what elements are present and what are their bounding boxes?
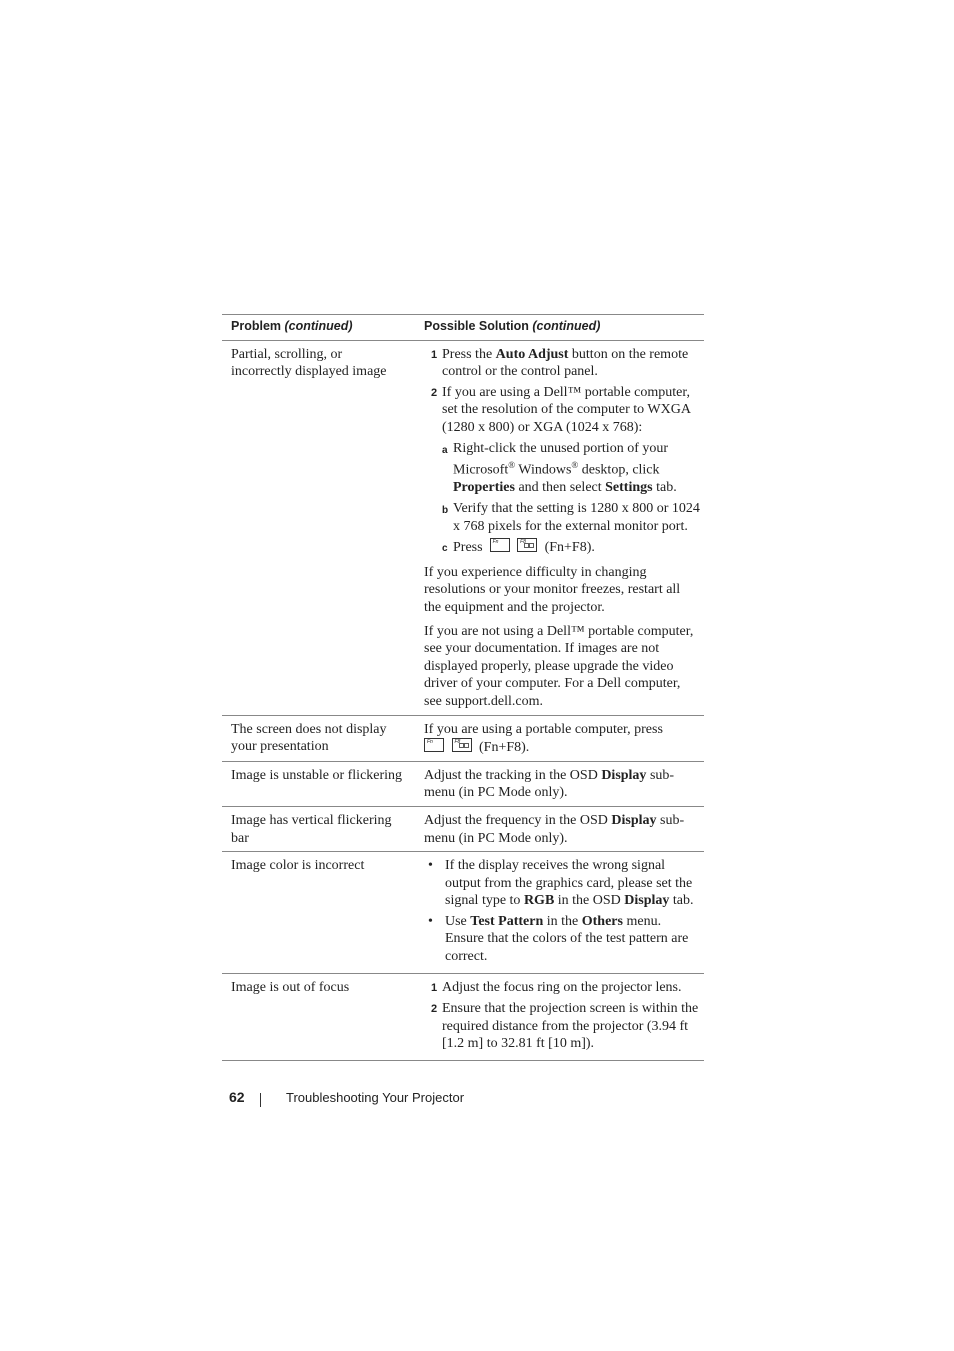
step-text: If you are using a Dell™ portable computer, set the resolution of the computer to WXGA (1280 x 800) or XGA (1024 x 768): — [442, 384, 691, 435]
step-number: 2 — [431, 1003, 438, 1016]
problem-cell: Image is unstable or flickering — [231, 767, 403, 783]
bullet-text: Use Test Pattern in the Others menu. Ensure that the colors of the test pattern are correct. — [445, 913, 689, 965]
substep-text: Verify that the setting is 1280 x 800 or 1024 x 768 pixels for the external monitor port. — [453, 501, 700, 534]
step-text: Ensure that the projection screen is within the required distance from the projector (3.94 ft [1.2 m] to 32.81 ft [10 m]). — [442, 1001, 699, 1052]
substep-text: Press Fn F8 (Fn+F8). — [453, 539, 595, 556]
solution-bullet — [424, 857, 700, 910]
bullet-icon: • — [428, 858, 433, 874]
bullet-text: If the display receives the wrong signal output from the graphics card, please set the signal type to RGB in the OSD Display tab. — [445, 858, 694, 909]
fn-key-icon: Fn — [424, 738, 444, 752]
substep-letter: a — [442, 444, 448, 456]
solution-cell — [414, 973, 704, 1060]
substep-letter: c — [442, 543, 448, 555]
bullet-icon: • — [428, 913, 433, 929]
solution-step — [424, 384, 700, 437]
f8-crt-lcd-key-icon: F8 — [517, 538, 537, 552]
table-row — [222, 806, 704, 851]
substep-text: Right-click the unused portion of your Microsoft® Windows® desktop, click Properties and then select Settings tab. — [453, 440, 677, 496]
table-row — [222, 852, 704, 974]
table-row — [222, 973, 704, 1060]
solution-paragraph: If you experience difficulty in changing resolutions or your monitor freezes, restart all the equipment and the projector. — [424, 564, 681, 615]
step-number: 1 — [431, 348, 438, 361]
table-header-row — [222, 315, 704, 341]
problem-cell: Image is out of focus — [231, 979, 350, 995]
solution-substep — [424, 440, 700, 497]
footer-divider — [260, 1093, 261, 1107]
solution-column-header: Possible Solution (continued) — [424, 319, 601, 333]
solution-cell — [414, 340, 704, 715]
solution-cell: If you are using a portable computer, press Fn F8 (Fn+F8). — [424, 721, 663, 756]
solution-step — [424, 1000, 700, 1053]
fn-key-icon: Fn — [490, 538, 510, 552]
solution-paragraph: If you are not using a Dell™ portable computer, see your documentation. If images are not displayed properly, please upgrade the video driver of your computer. For a Dell computer, see support.dell.com. — [424, 623, 694, 709]
problem-column-header: Problem (continued) — [231, 319, 353, 333]
table-row — [222, 715, 704, 761]
solution-step — [424, 346, 700, 381]
footer-title: Troubleshooting Your Projector — [286, 1090, 465, 1105]
substep-letter: b — [442, 505, 449, 516]
solution-step — [424, 979, 700, 998]
solution-substep — [424, 538, 700, 558]
step-text: Adjust the focus ring on the projector lens. — [442, 979, 682, 995]
solution-substep — [424, 500, 700, 535]
step-number: 2 — [431, 386, 438, 399]
solution-cell: Adjust the frequency in the OSD Display sub-menu (in PC Mode only). — [424, 812, 685, 846]
f8-crt-lcd-key-icon: F8 — [452, 738, 472, 752]
problem-cell: Image color is incorrect — [231, 858, 365, 874]
problem-cell: Partial, scrolling, or incorrectly displayed image — [231, 346, 387, 380]
step-number: 1 — [431, 981, 438, 994]
problem-cell: Image has vertical flickering bar — [231, 812, 392, 846]
problem-cell: The screen does not display your presentation — [231, 721, 387, 755]
solution-cell — [414, 852, 704, 974]
page-number: 62 — [229, 1089, 245, 1105]
table-row — [222, 340, 704, 715]
solution-bullet — [424, 913, 700, 966]
solution-cell: Adjust the tracking in the OSD Display sub-menu (in PC Mode only). — [424, 767, 675, 801]
table-row — [222, 761, 704, 806]
troubleshooting-table — [222, 314, 704, 1061]
step-text: Press the Auto Adjust button on the remote control or the control panel. — [442, 346, 689, 380]
